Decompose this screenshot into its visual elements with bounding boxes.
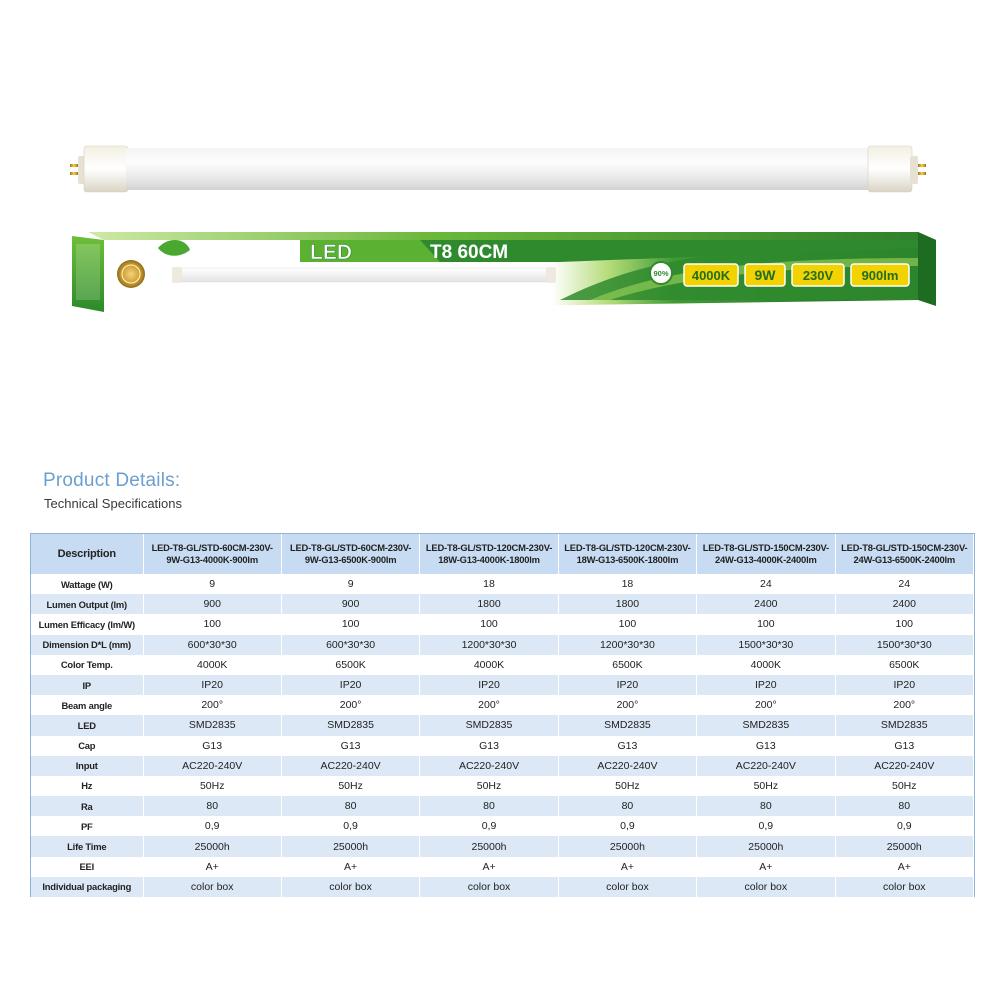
table-cell: 200° bbox=[143, 695, 281, 715]
table-cell: G13 bbox=[281, 736, 419, 756]
table-row bbox=[31, 776, 974, 796]
table-cell: 2400 bbox=[697, 594, 835, 614]
row-label: Color Temp. bbox=[31, 655, 143, 675]
table-cell: 1500*30*30 bbox=[835, 635, 973, 655]
table-cell: 200° bbox=[835, 695, 973, 715]
table-cell: 4000K bbox=[143, 655, 281, 675]
table-cell: 80 bbox=[835, 796, 973, 816]
table-cell: 1800 bbox=[558, 594, 696, 614]
table-cell: 100 bbox=[281, 614, 419, 634]
row-label: Individual packaging bbox=[31, 877, 143, 897]
spec-table-container bbox=[30, 533, 975, 897]
table-cell: SMD2835 bbox=[835, 715, 973, 735]
table-cell: 200° bbox=[281, 695, 419, 715]
table-cell: A+ bbox=[281, 857, 419, 877]
table-cell: G13 bbox=[558, 736, 696, 756]
row-label: Lumen Efficacy (lm/W) bbox=[31, 614, 143, 634]
section-title: Product Details: bbox=[43, 470, 181, 491]
table-cell: 50Hz bbox=[143, 776, 281, 796]
table-row bbox=[31, 614, 974, 634]
row-label: Lumen Output (lm) bbox=[31, 594, 143, 614]
table-cell: 100 bbox=[697, 614, 835, 634]
table-cell: 1200*30*30 bbox=[420, 635, 558, 655]
table-cell: 100 bbox=[143, 614, 281, 634]
table-cell: 0,9 bbox=[697, 816, 835, 836]
table-cell: color box bbox=[697, 877, 835, 897]
table-cell: 50Hz bbox=[558, 776, 696, 796]
table-row bbox=[31, 816, 974, 836]
row-label: Beam angle bbox=[31, 695, 143, 715]
header-model-6: LED-T8-GL/STD-150CM-230V-24W-G13-6500K-2400lm bbox=[835, 534, 973, 574]
table-cell: 6500K bbox=[558, 655, 696, 675]
table-cell: 9 bbox=[143, 574, 281, 594]
table-cell: G13 bbox=[143, 736, 281, 756]
table-cell: AC220-240V bbox=[420, 756, 558, 776]
table-row bbox=[31, 877, 974, 897]
row-label: EEI bbox=[31, 857, 143, 877]
box-badge-1: 4000K bbox=[691, 268, 731, 283]
table-cell: A+ bbox=[835, 857, 973, 877]
table-cell: color box bbox=[420, 877, 558, 897]
table-row bbox=[31, 655, 974, 675]
table-cell: 4000K bbox=[697, 655, 835, 675]
table-cell: 1200*30*30 bbox=[558, 635, 696, 655]
table-cell: 0,9 bbox=[143, 816, 281, 836]
header-model-5: LED-T8-GL/STD-150CM-230V-24W-G13-4000K-2400lm bbox=[697, 534, 835, 574]
table-cell: 50Hz bbox=[420, 776, 558, 796]
table-cell: 1500*30*30 bbox=[697, 635, 835, 655]
table-cell: AC220-240V bbox=[143, 756, 281, 776]
table-cell: 900 bbox=[281, 594, 419, 614]
table-cell: 25000h bbox=[281, 836, 419, 856]
table-cell: 80 bbox=[143, 796, 281, 816]
table-cell: 25000h bbox=[558, 836, 696, 856]
table-cell: SMD2835 bbox=[697, 715, 835, 735]
product-image bbox=[0, 0, 1000, 360]
table-cell: G13 bbox=[697, 736, 835, 756]
table-cell: AC220-240V bbox=[697, 756, 835, 776]
table-cell: 200° bbox=[558, 695, 696, 715]
table-row bbox=[31, 574, 974, 594]
table-cell: A+ bbox=[558, 857, 696, 877]
header-model-3: LED-T8-GL/STD-120CM-230V-18W-G13-4000K-1800lm bbox=[420, 534, 558, 574]
table-row bbox=[31, 675, 974, 695]
table-cell: 100 bbox=[420, 614, 558, 634]
table-cell: color box bbox=[835, 877, 973, 897]
table-cell: 80 bbox=[281, 796, 419, 816]
table-cell: SMD2835 bbox=[558, 715, 696, 735]
table-cell: 1800 bbox=[420, 594, 558, 614]
table-row bbox=[31, 836, 974, 856]
box-badge-4: 900lm bbox=[861, 268, 899, 283]
box-badge-2: 9W bbox=[754, 267, 776, 283]
table-cell: 24 bbox=[697, 574, 835, 594]
table-cell: G13 bbox=[835, 736, 973, 756]
row-label: IP bbox=[31, 675, 143, 695]
table-cell: 9 bbox=[281, 574, 419, 594]
table-cell: IP20 bbox=[558, 675, 696, 695]
table-cell: 6500K bbox=[281, 655, 419, 675]
header-model-2: LED-T8-GL/STD-60CM-230V-9W-G13-6500K-900lm bbox=[281, 534, 419, 574]
table-row bbox=[31, 635, 974, 655]
table-cell: IP20 bbox=[143, 675, 281, 695]
row-label: Ra bbox=[31, 796, 143, 816]
table-cell: 0,9 bbox=[281, 816, 419, 836]
table-cell: AC220-240V bbox=[835, 756, 973, 776]
table-cell: 900 bbox=[143, 594, 281, 614]
table-cell: 0,9 bbox=[835, 816, 973, 836]
table-cell: 80 bbox=[558, 796, 696, 816]
table-cell: A+ bbox=[697, 857, 835, 877]
table-cell: SMD2835 bbox=[143, 715, 281, 735]
table-cell: 200° bbox=[420, 695, 558, 715]
table-cell: color box bbox=[143, 877, 281, 897]
table-cell: 25000h bbox=[835, 836, 973, 856]
table-cell: 200° bbox=[697, 695, 835, 715]
row-label: Dimension D*L (mm) bbox=[31, 635, 143, 655]
table-cell: IP20 bbox=[835, 675, 973, 695]
table-cell: 25000h bbox=[420, 836, 558, 856]
table-cell: 0,9 bbox=[558, 816, 696, 836]
table-cell: A+ bbox=[143, 857, 281, 877]
table-cell: A+ bbox=[420, 857, 558, 877]
row-label: PF bbox=[31, 816, 143, 836]
table-cell: 18 bbox=[420, 574, 558, 594]
box-badge-3: 230V bbox=[802, 268, 834, 283]
table-cell: 2400 bbox=[835, 594, 973, 614]
table-header-row bbox=[31, 534, 974, 574]
row-label: Hz bbox=[31, 776, 143, 796]
table-row bbox=[31, 594, 974, 614]
table-cell: 25000h bbox=[143, 836, 281, 856]
row-label: LED bbox=[31, 715, 143, 735]
spec-table bbox=[31, 534, 974, 897]
table-cell: IP20 bbox=[420, 675, 558, 695]
table-cell: 100 bbox=[835, 614, 973, 634]
table-cell: 50Hz bbox=[835, 776, 973, 796]
table-cell: 80 bbox=[420, 796, 558, 816]
table-cell: AC220-240V bbox=[281, 756, 419, 776]
header-description: Description bbox=[31, 534, 143, 574]
box-percent-text: 90% bbox=[653, 269, 669, 278]
table-cell: 100 bbox=[558, 614, 696, 634]
product-box bbox=[72, 232, 936, 312]
table-cell: 25000h bbox=[697, 836, 835, 856]
table-cell: 50Hz bbox=[281, 776, 419, 796]
row-label: Wattage (W) bbox=[31, 574, 143, 594]
row-label: Life Time bbox=[31, 836, 143, 856]
box-led-label: LED bbox=[310, 241, 352, 264]
box-model-label: T8 60CM bbox=[430, 242, 509, 263]
table-cell: IP20 bbox=[697, 675, 835, 695]
table-cell: SMD2835 bbox=[281, 715, 419, 735]
header-model-1: LED-T8-GL/STD-60CM-230V-9W-G13-4000K-900lm bbox=[143, 534, 281, 574]
led-tube bbox=[70, 146, 926, 192]
table-cell: IP20 bbox=[281, 675, 419, 695]
row-label: Input bbox=[31, 756, 143, 776]
table-row bbox=[31, 857, 974, 877]
table-cell: color box bbox=[281, 877, 419, 897]
table-cell: 4000K bbox=[420, 655, 558, 675]
quality-seal-icon bbox=[117, 260, 145, 288]
table-cell: AC220-240V bbox=[558, 756, 696, 776]
table-row bbox=[31, 736, 974, 756]
table-cell: 600*30*30 bbox=[143, 635, 281, 655]
table-cell: 24 bbox=[835, 574, 973, 594]
table-row bbox=[31, 756, 974, 776]
table-cell: 0,9 bbox=[420, 816, 558, 836]
table-cell: 6500K bbox=[835, 655, 973, 675]
section-subtitle: Technical Specifications bbox=[44, 496, 183, 511]
header-model-4: LED-T8-GL/STD-120CM-230V-18W-G13-6500K-1800lm bbox=[558, 534, 696, 574]
table-cell: G13 bbox=[420, 736, 558, 756]
table-cell: SMD2835 bbox=[420, 715, 558, 735]
table-cell: 50Hz bbox=[697, 776, 835, 796]
table-row bbox=[31, 695, 974, 715]
table-row bbox=[31, 796, 974, 816]
table-cell: 80 bbox=[697, 796, 835, 816]
table-cell: color box bbox=[558, 877, 696, 897]
row-label: Cap bbox=[31, 736, 143, 756]
table-cell: 600*30*30 bbox=[281, 635, 419, 655]
table-row bbox=[31, 715, 974, 735]
table-cell: 18 bbox=[558, 574, 696, 594]
